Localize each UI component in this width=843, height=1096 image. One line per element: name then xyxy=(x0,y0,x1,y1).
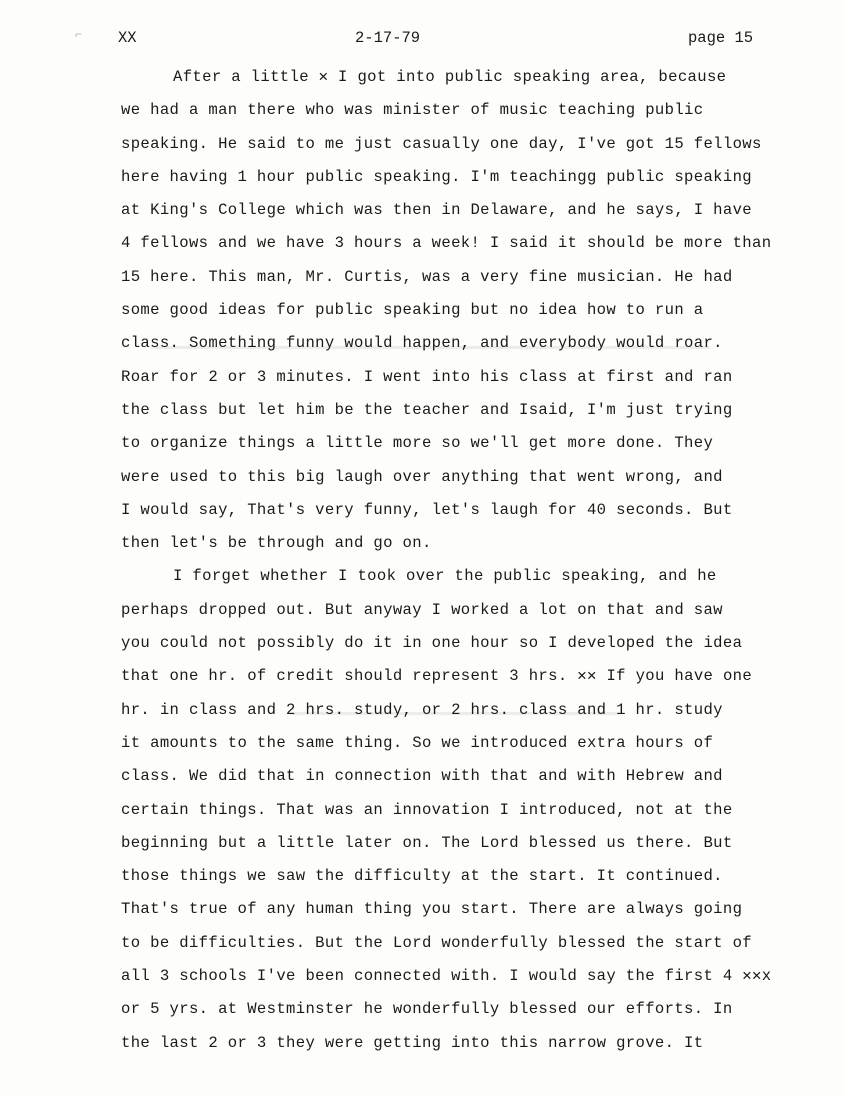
text-line: that one hr. of credit should represent 3 hrs. ✕✕ If you have one xyxy=(121,667,753,686)
text-line: the last 2 or 3 they were getting into this narrow grove. It xyxy=(121,1033,704,1052)
text-line: some good ideas for public speaking but no idea how to run a xyxy=(121,301,704,320)
text-line: beginning but a little later on. The Lord blessed us there. But xyxy=(121,833,733,852)
text-line: were used to this big laugh over anything that went wrong, and xyxy=(121,467,723,486)
text-line: to organize things a little more so we'll get more done. They xyxy=(121,434,714,453)
text-line: I forget whether I took over the public speaking, and he xyxy=(173,567,717,586)
text-line: here having 1 hour public speaking. I'm teachingg public speaking xyxy=(121,167,753,186)
text-line: Roar for 2 or 3 minutes. I went into his class at first and ran xyxy=(121,367,733,386)
text-line: then let's be through and go on. xyxy=(121,534,432,553)
text-line: or 5 yrs. at Westminster he wonderfully blessed our efforts. In xyxy=(121,1000,733,1019)
header-date: 2-17-79 xyxy=(355,29,421,47)
header-id: XX xyxy=(118,29,137,47)
text-line: all 3 schools I've been connected with. I would say the first 4 ✕✕x xyxy=(121,967,772,986)
margin-mark-icon: ⌐ xyxy=(75,28,83,42)
text-line: you could not possibly do it in one hour so I developed the idea xyxy=(121,634,743,653)
paragraph-2 xyxy=(121,560,833,1059)
text-line: it amounts to the same thing. So we introduced extra hours of xyxy=(121,733,714,752)
text-line: class. We did that in connection with that and with Hebrew and xyxy=(121,767,723,786)
text-line: at King's College which was then in Delaware, and he says, I have xyxy=(121,201,753,220)
text-line: those things we saw the difficulty at the start. It continued. xyxy=(121,867,723,886)
text-line: certain things. That was an innovation I introduced, not at the xyxy=(121,800,733,819)
text-line: 15 here. This man, Mr. Curtis, was a very fine musician. He had xyxy=(121,267,733,286)
text-line: the class but let him be the teacher and Isaid, I'm just trying xyxy=(121,400,733,419)
text-line: speaking. He said to me just casually one day, I've got 15 fellows xyxy=(121,134,762,153)
header-page-number: page 15 xyxy=(688,29,754,47)
text-line: I would say, That's very funny, let's laugh for 40 seconds. But xyxy=(121,500,733,519)
text-line: to be difficulties. But the Lord wonderfully blessed the start of xyxy=(121,933,753,952)
transcript-body xyxy=(121,61,833,1060)
text-line: hr. in class and 2 hrs. study, or 2 hrs. class and 1 hr. study xyxy=(121,700,723,719)
text-line: That's true of any human thing you start. There are always going xyxy=(121,900,743,919)
text-line: perhaps dropped out. But anyway I worked a lot on that and saw xyxy=(121,600,723,619)
text-line: we had a man there who was minister of music teaching public xyxy=(121,101,704,120)
text-line: 4 fellows and we have 3 hours a week! I said it should be more than xyxy=(121,234,772,253)
text-line: After a little ✕ I got into public speaking area, because xyxy=(173,68,727,86)
text-line: class. Something funny would happen, and everybody would roar. xyxy=(121,334,723,353)
paragraph-1 xyxy=(121,61,833,560)
page-header xyxy=(0,29,843,51)
